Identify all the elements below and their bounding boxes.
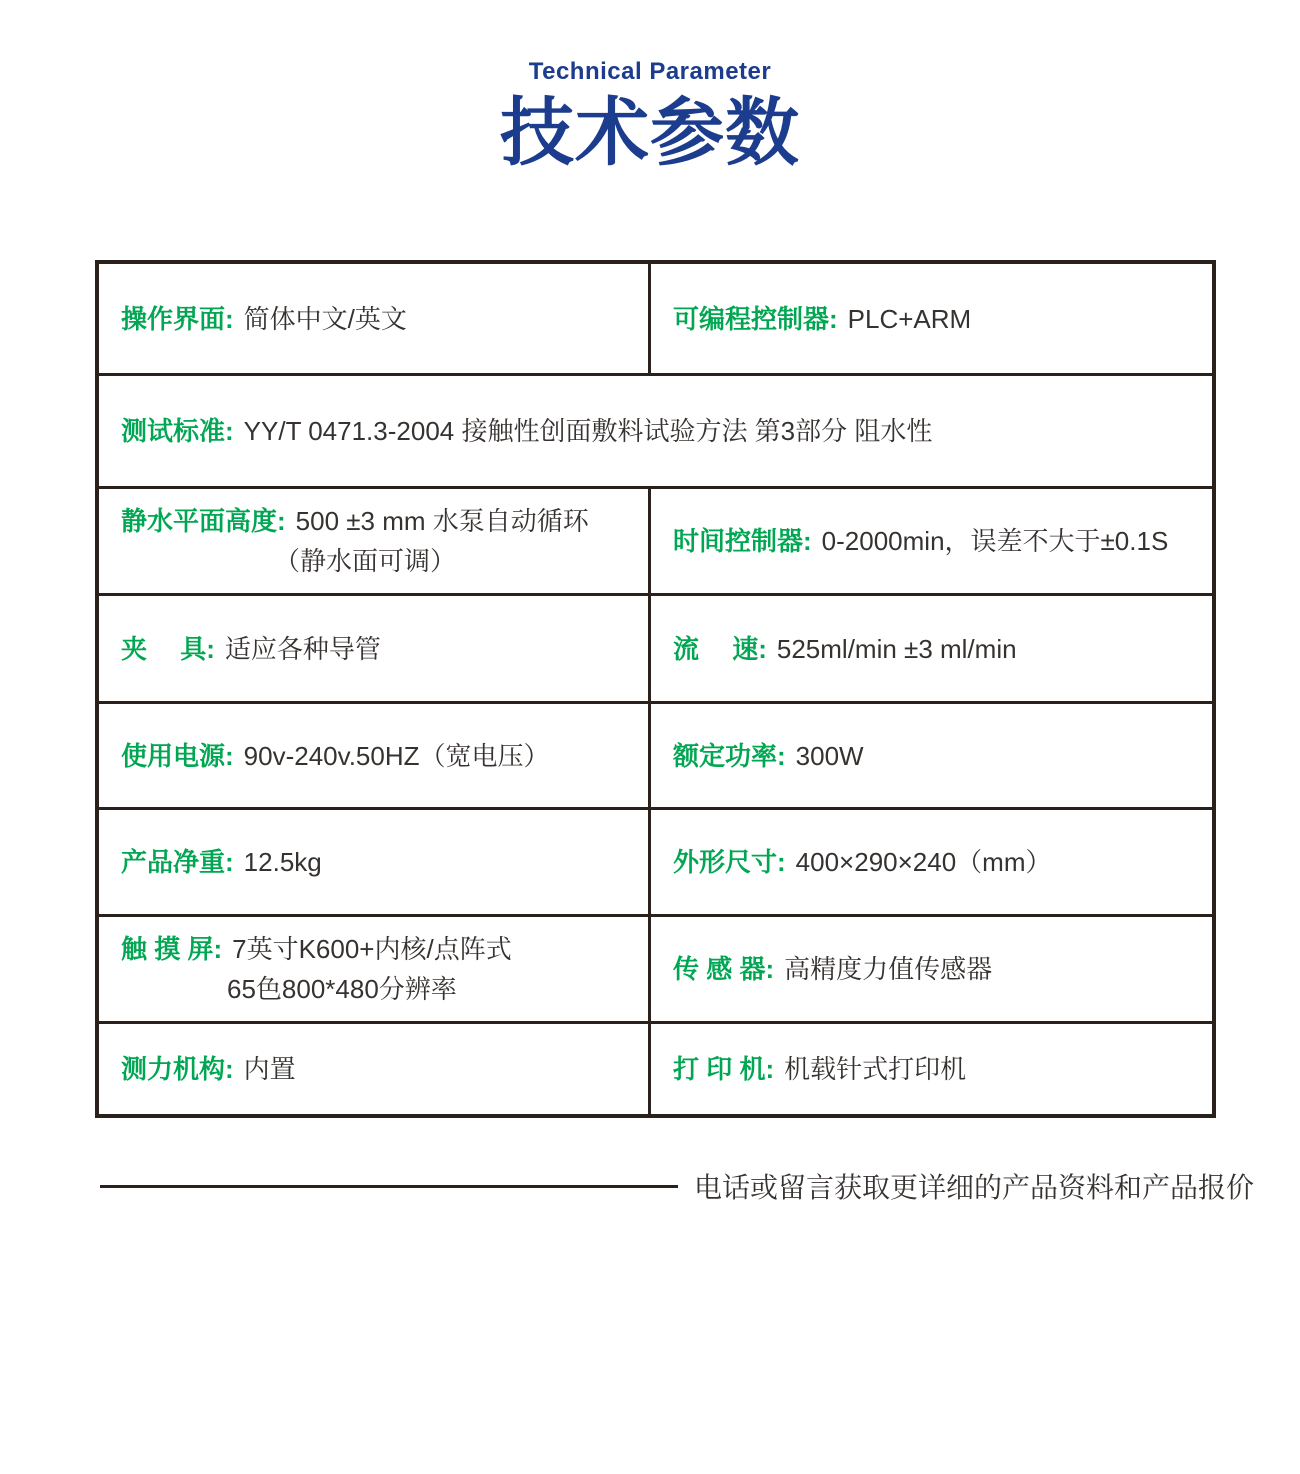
spec-line — [673, 629, 1202, 669]
spec-label: 可编程控制器: — [673, 303, 838, 334]
spec-value: 简体中文/英文 — [243, 303, 407, 334]
spec-line — [121, 1049, 638, 1089]
spec-value: PLC+ARM — [847, 303, 972, 334]
spec-value: 90v-240v.50HZ（宽电压） — [243, 740, 550, 771]
table-row — [99, 1024, 1212, 1114]
spec-line — [121, 299, 638, 339]
spec-cell-controller — [651, 264, 1212, 373]
page-footer — [100, 1165, 1255, 1207]
spec-label: 流 速: — [673, 633, 767, 664]
page-header — [0, 58, 1300, 173]
spec-label: 操作界面: — [121, 303, 234, 334]
spec-value: YY/T 0471.3-2004 接触性创面敷料试验方法 第3部分 阻水性 — [243, 416, 933, 446]
spec-cell-force-mechanism — [99, 1024, 651, 1114]
spec-cell-sensor — [651, 917, 1212, 1021]
spec-cell-test-standard — [99, 376, 1212, 486]
table-row — [99, 704, 1212, 810]
spec-label: 夹 具: — [121, 633, 215, 664]
spec-line — [673, 521, 1202, 561]
spec-line — [121, 929, 638, 969]
spec-label: 产品净重: — [121, 847, 234, 877]
table-row — [99, 917, 1212, 1024]
spec-value: 适应各种导管 — [224, 633, 381, 664]
spec-line — [121, 629, 638, 669]
spec-cell-ui-language — [99, 264, 651, 373]
spec-label: 传 感 器: — [673, 954, 775, 984]
spec-cell-fixture — [99, 596, 651, 701]
spec-value: 0-2000min，误差不大于±0.1S — [821, 526, 1169, 556]
spec-value: 500 ±3 mm 水泵自动循环 — [295, 506, 589, 536]
table-row — [99, 264, 1212, 376]
spec-label: 额定功率: — [673, 740, 786, 771]
spec-label: 触 摸 屏: — [121, 934, 223, 964]
spec-value: 12.5kg — [243, 847, 322, 877]
spec-cell-touchscreen — [99, 917, 651, 1021]
spec-cell-flow-rate — [651, 596, 1212, 701]
page-subtitle: Technical Parameter — [528, 58, 772, 85]
spec-value: 机载针式打印机 — [784, 1054, 967, 1084]
page-title: 技术参数 — [500, 91, 800, 174]
spec-line — [673, 1049, 1202, 1089]
spec-line — [673, 736, 1202, 776]
table-row — [99, 376, 1212, 489]
spec-value: 300W — [795, 740, 864, 771]
spec-label: 使用电源: — [121, 740, 234, 771]
spec-cell-dimensions — [651, 810, 1212, 914]
spec-line — [121, 501, 638, 541]
spec-line — [673, 842, 1202, 882]
spec-label: 外形尺寸: — [673, 847, 786, 877]
table-row — [99, 489, 1212, 596]
spec-value: 400×290×240（mm） — [795, 847, 1052, 877]
spec-value: 7英寸K600+内核/点阵式 — [232, 934, 512, 964]
spec-line — [121, 842, 638, 882]
spec-table — [95, 260, 1216, 1118]
spec-cell-power-supply — [99, 704, 651, 807]
spec-line — [673, 299, 1202, 339]
spec-cell-water-level — [99, 489, 651, 593]
spec-value: 高精度力值传感器 — [784, 954, 993, 984]
spec-cell-rated-power — [651, 704, 1212, 807]
footer-note: 电话或留言获取更详细的产品资料和产品报价 — [694, 1172, 1255, 1203]
spec-cell-net-weight — [99, 810, 651, 914]
spec-value: 内置 — [243, 1054, 296, 1084]
table-row — [99, 596, 1212, 704]
spec-line — [121, 736, 638, 776]
spec-line — [121, 411, 1202, 451]
spec-label: 静水平面高度: — [121, 506, 286, 536]
spec-label: 测试标准: — [121, 416, 234, 446]
spec-label: 测力机构: — [121, 1054, 234, 1084]
spec-label: 时间控制器: — [673, 526, 812, 556]
spec-value-line2: 65色800*480分辨率 — [227, 974, 457, 1004]
table-row — [99, 810, 1212, 917]
footer-divider-line — [100, 1185, 678, 1188]
spec-line — [673, 949, 1202, 989]
spec-cell-timer — [651, 489, 1212, 593]
spec-label: 打 印 机: — [673, 1054, 775, 1084]
spec-value-line2: （静水面可调） — [274, 546, 457, 576]
spec-cell-printer — [651, 1024, 1212, 1114]
spec-value: 525ml/min ±3 ml/min — [776, 633, 1017, 664]
